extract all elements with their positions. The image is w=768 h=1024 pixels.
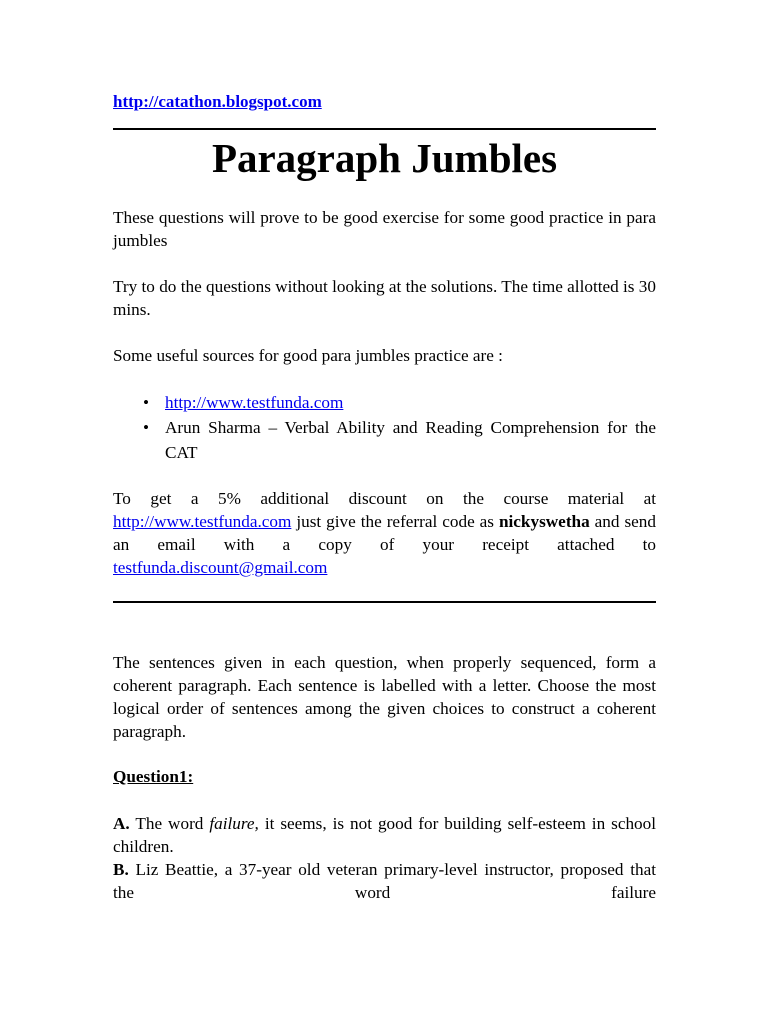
referral-code: nickyswetha xyxy=(498,512,590,531)
top-divider xyxy=(113,128,656,130)
page-title: Paragraph Jumbles xyxy=(211,135,558,181)
bullet-icon: • xyxy=(143,418,150,437)
sentence-a xyxy=(113,812,656,858)
intro-paragraph-1: These questions will prove to be good exercise for some good practice in para jumbles xyxy=(113,208,656,250)
book-reference: Arun Sharma – Verbal Ability and Reading Comprehension for the CAT xyxy=(165,418,656,462)
intro-paragraph-3: Some useful sources for good para jumbles practice are : xyxy=(113,346,503,365)
discount-text-mid: just give the referral code as xyxy=(291,512,499,531)
discount-testfunda-link[interactable]: http://www.testfunda.com xyxy=(113,512,292,531)
list-item xyxy=(113,390,656,415)
sentence-a-text-end: it seems, is not good for building self-esteem in school children. xyxy=(113,814,657,856)
intro-paragraph-2: Try to do the questions without looking at the solutions. The time allotted is 30 mins. xyxy=(113,277,656,319)
sentence-a-text-start: The word xyxy=(129,814,210,833)
discount-text-end: and send an email with a copy of your receipt attached to xyxy=(113,512,656,554)
sentence-b-text: Liz Beattie, a 37-year old veteran primary-level instructor, proposed that the word failure xyxy=(113,860,656,902)
discount-paragraph xyxy=(113,487,656,579)
sources-list xyxy=(113,390,656,465)
middle-divider xyxy=(113,601,656,603)
instructions-paragraph: The sentences given in each question, when properly sequenced, form a coherent paragraph. Each sentence is labelled with a letter. Choose the most logical order of sentences among the given choices to construct a coherent paragraph. xyxy=(113,653,656,741)
sentence-b xyxy=(113,858,656,904)
sentence-a-label: A. xyxy=(113,814,130,833)
sentence-a-italic: failure, xyxy=(209,814,259,833)
list-item xyxy=(113,415,656,465)
question-heading: Question1: xyxy=(113,767,194,786)
blog-link[interactable]: http://catathon.blogspot.com xyxy=(113,92,322,111)
testfunda-link[interactable]: http://www.testfunda.com xyxy=(165,393,344,412)
discount-text-start: To get a 5% additional discount on the course material at xyxy=(113,489,656,508)
bullet-icon: • xyxy=(143,393,150,412)
discount-email-link[interactable]: testfunda.discount@gmail.com xyxy=(113,558,328,577)
sentence-b-label: B. xyxy=(113,860,129,879)
